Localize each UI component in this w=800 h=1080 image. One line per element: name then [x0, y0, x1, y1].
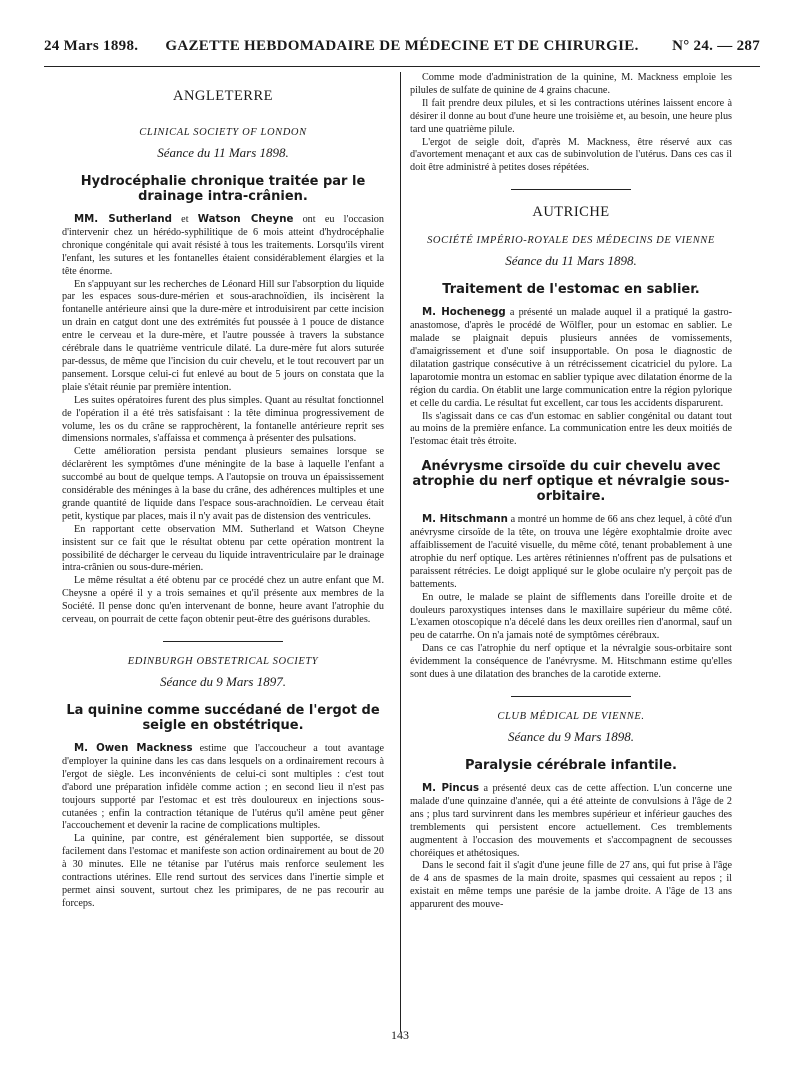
- seance-date-3: Séance du 11 Mars 1898.: [505, 253, 637, 269]
- spacer: [410, 449, 732, 459]
- author-lead: M. Pincus: [422, 783, 480, 794]
- left-column: [62, 72, 384, 911]
- text-fragment: estime que l'accoucheur a tout avantage d'employer la quinine dans les cas dans lesquels on a ordinairement recours à l'ergot de siègle. Les inconvénients de celui-ci sont multiples : c'est tout d'abord une préparation infidèle comme action ; en second lieu il n'est pas toujours supporté par l'estomac et est très douloureux en injections sous-cutanées ; enfin la contraction tétanique de l'utérus qu'il amène peut gêner l'accouchement et devenir la racine de complications multiples.: [62, 743, 384, 832]
- author-lead: M. Hochenegg: [422, 307, 506, 319]
- author-lead: Watson Cheyne: [197, 214, 294, 225]
- paragraph: Le même résultat a été obtenu par ce procédé chez un autre enfant que M. Cheysne a opéré il y a trois semaines et qu'il présente aux membres de la Société. Il pense donc qu'en intervenant de bonne, heure avant l'atrophie du cerveau, on pourrait de cette façon obtenir peut-être des guérisons durables.: [62, 575, 384, 626]
- author-lead: MM. Sutherland: [74, 214, 172, 225]
- paragraph: [62, 743, 384, 833]
- seance-date-4: Séance du 9 Mars 1898.: [507, 729, 634, 744]
- paragraph: Dans le second fait il s'agit d'une jeune fille de 27 ans, qui fut prise à l'âge de 4 ans de spasmes de la main droite, spasmes qui cessaient au repos ; il existait en même temps une parésie de la jambe droite. A l'âge de 13 ans apparurent des mouve-: [410, 860, 732, 911]
- society-name-edinburgh: EDINBURGH OBSTETRICAL SOCIETY: [127, 656, 319, 667]
- author-lead: M. Hitschmann: [422, 514, 508, 526]
- running-header: [44, 38, 760, 62]
- section-separator: [511, 189, 631, 190]
- article-title-paralysie: Paralysie cérébrale infantile.: [465, 758, 677, 773]
- society-name-clinical: CLINICAL SOCIETY OF LONDON: [139, 127, 307, 138]
- header-rule: [44, 66, 760, 67]
- right-column: [410, 72, 732, 912]
- paragraph: [410, 514, 732, 591]
- paragraph: Cette amélioration persista pendant plusieurs semaines lorsque se déclarèrent les symptômes d'une méningite de la base à laquelle l'enfant a succombé au bout de quelque temps. A l'autopsie on trouva un épaississement considérable des méninges à la base du crâne, des adhérences multiples et une grande quantité de liquide dans l'espace sous-arachnoïdien. Le cerveau était petit, kystique par places, mais il n'y avait pas de distension des ventricules.: [62, 446, 384, 522]
- article-title-anevrysme: Anévrysme cirsoïde du cuir chevelu avec atrophie du nerf optique et névralgie sous-orbitaire.: [412, 459, 730, 505]
- author-lead: M. Owen Mackness: [74, 743, 193, 754]
- seance-date-1: Séance du 11 Mars 1898.: [157, 145, 289, 160]
- text-fragment: a présenté deux cas de cette affection. L'un concerne une malade d'une quinzaine d'année, qui a été atteinte de convulsions à l'âge de 2 ans ; plus tard survinrent dans les membres supérieur et inférieur gauches des tremblements qui persistent encore actuellement. Ces tremblements augmentent à l'occasion des mouvements et s'accompagnent de secousses choréiques et athétosiques.: [410, 783, 732, 859]
- text-fragment: et: [171, 214, 198, 225]
- section-separator: [511, 696, 631, 697]
- paragraph: Les suites opératoires furent des plus simples. Quant au résultat fonctionnel de l'opération il a été très satisfaisant : la tête diminua progressivement de volume, les os du crâne se rapprochèrent, la fontanelle antérieure reprit ses dimensions normales, s'affaissa et commença à présenter des pulsations.: [62, 394, 384, 445]
- society-name-club: CLUB MÉDICAL DE VIENNE.: [497, 711, 645, 722]
- text-fragment: a présenté un malade auquel il a pratiqué la gastro-anastomose, d'après le procédé de Wölfler, pour un estomac en sablier. Le malade se plaignait depuis plusieurs années de vomissements, d'amaigrissement et d'une soif insupportable. On posa le diagnostic de dilatation gastrique consécutive à un rétrécissement cicatriciel du pylore. La laparotomie montra un estomac en sablier typique avec dilatation énorme de la région du cardia. On établit une large communication entre la région pylorique et celle du cardia. Le résultat fut excellent, car tous les accidents disparurent.: [410, 307, 732, 409]
- paragraph: Comme mode d'administration de la quinine, M. Mackness emploie les pilules de sulfate de quinine de 4 grains chacune.: [410, 72, 732, 96]
- article-title-estomac: Traitement de l'estomac en sablier.: [442, 282, 700, 298]
- seance-date-2: Séance du 9 Mars 1897.: [159, 674, 286, 689]
- text-fragment: a montré un homme de 66 ans chez lequel, à côté d'un anévrysme cirsoïde de la tête, on trouva une légère exophtalmie droite avec affaiblissement de l'acuité visuelle, du même côté, tenant probablement à une atrophie du nerf optique. Les artères rétiniennes n'offrent pas de pulsations et paraissent rétrécies. Le doigt appliqué sur le globe oculaire n'y perçoit pas de battements.: [410, 514, 732, 590]
- paragraph: L'ergot de seigle doit, d'après M. Mackness, être réservé aux cas d'avortement menaçant et aux cas de subinvolution de l'utérus. Dans ces cas il doit être administré à petites doses répétées.: [410, 136, 732, 174]
- section-title-autriche: AUTRICHE: [532, 204, 610, 221]
- paragraph: En outre, le malade se plaint de sifflements dans l'oreille droite et de douleurs paroxystiques intenses dans le maxillaire supérieur du même côté. L'examen otoscopique n'a décelé dans les deux oreilles rien d'anormal, sauf un peu de catarrhe. On n'a jamais noté de symptômes cérébraux.: [410, 591, 732, 642]
- paragraph: Dans ce cas l'atrophie du nerf optique et la névralgie sous-orbitaire sont évidemment la conséquence de l'anévrysme. M. Hitschmann estime qu'elles sont dues à une dilatation des branches de la carotide externe.: [410, 643, 732, 681]
- paragraph: La quinine, par contre, est généralement bien supportée, se dissout facilement dans l'estomac et manifeste son action ordinairement au bout de 20 à 30 minutes. Elle ne tétanise par l'utérus mais renforce seulement les contractions utérines. Elle rend surtout des services dans l'inertie simple et permet ainsi souvent, surtout chez les primipares, de ne pas recourir au forceps.: [62, 833, 384, 909]
- paragraph: [62, 214, 384, 279]
- page-number: 143: [391, 1028, 409, 1042]
- header-issue-page: N° 24. — 287: [672, 38, 760, 54]
- paragraph: [410, 783, 732, 860]
- paragraph: En s'appuyant sur les recherches de Léonard Hill sur l'absorption du liquide par les espaces sous-dure-mérien et sous-arachnoïdien, ils incisèrent la fontanelle antérieure ainsi que la dure-mère et introduisirent par cette incision un drain en catgut dont une des extrémités fut poussée à 1 pouce de distance entre le cerveau et la dure-mère, et l'autre poussée à travers la substance cérébrale dans le quatrième ventricule dilaté. La dure-mère fut alors suturée par-dessus, de même que l'incision du cuir chevelu, et le tout recouvert par un pansement. Lorsque celui-ci fut enlevé au bout de 5 jours on constata que la plaie s'était réunie par première intention.: [62, 278, 384, 393]
- section-separator: [163, 641, 283, 642]
- paragraph: Ils s'agissait dans ce cas d'un estomac en sablier congénital ou datant tout au moins de la première enfance. La communication entre les deux moitiés de l'estomac était très étroite.: [410, 410, 732, 448]
- article-title-quinine: La quinine comme succédané de l'ergot de seigle en obstétrique.: [66, 703, 380, 733]
- society-name-vienne: SOCIÉTÉ IMPÉRIO-ROYALE DES MÉDECINS DE VIENNE: [427, 235, 715, 247]
- section-title-angleterre: ANGLETERRE: [172, 88, 274, 104]
- header-journal-title: GAZETTE HEBDOMADAIRE DE MÉDECINE ET DE CHIRURGIE.: [165, 38, 639, 54]
- paragraph: Il fait prendre deux pilules, et si les contractions utérines laissent encore à désirer il donne au bout d'une heure une troisième et, au besoin, une heure plus tard une quatrième pilule.: [410, 97, 732, 135]
- text-fragment: ont eu l'occasion d'intervenir chez un hérédo-syphilitique de 6 mois atteint d'hydrocéphalie chronique congénitale qui avait résisté à tous les traitements. Lorsqu'ils virent l'enfant, les sutures et les fontanelles étaient considérablement élargies et la tête énorme.: [62, 214, 384, 277]
- header-date: 24 Mars 1898.: [44, 38, 139, 54]
- paragraph: [410, 307, 732, 410]
- column-divider: [400, 72, 401, 1032]
- paragraph: En rapportant cette observation MM. Sutherland et Watson Cheyne insistent sur ce fait que le résultat obtenu par cette opération montrent la possibilité de décharger le cerveau du liquide intraventriculaire par le drainage intra-crânien ou sous-dure-mérien.: [62, 523, 384, 574]
- article-title-hydrocephalie: Hydrocéphalie chronique traitée par le drainage intra-crânien.: [80, 174, 366, 204]
